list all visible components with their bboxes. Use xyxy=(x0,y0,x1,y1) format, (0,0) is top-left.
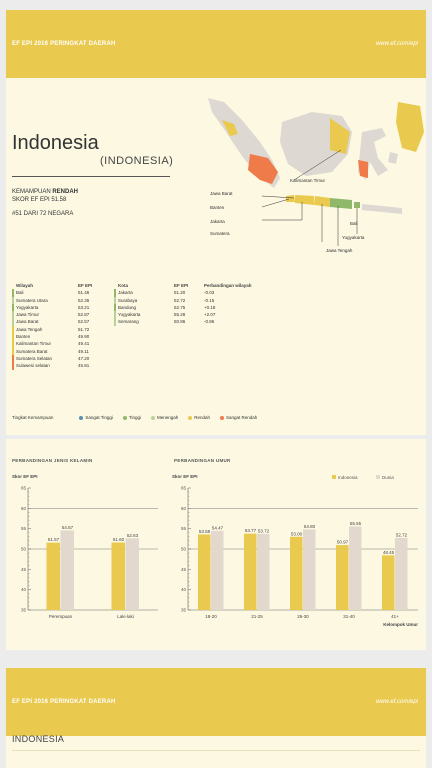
region-row xyxy=(12,318,104,325)
region-row xyxy=(12,311,104,318)
city-score-col-header: EF EPI xyxy=(174,283,189,288)
bar xyxy=(61,530,75,610)
city-name: Semarang xyxy=(118,319,139,325)
bar xyxy=(47,543,61,610)
bar-value-label: 54.47 xyxy=(211,525,224,531)
diff-col-header: Perbandingan wilayah xyxy=(204,283,252,288)
city-diff: -0.15 xyxy=(204,297,215,303)
bar xyxy=(336,545,349,610)
map-label: Bali xyxy=(350,221,358,226)
city-score: 52.72 xyxy=(174,297,186,303)
page-header-band xyxy=(6,668,426,736)
region-row xyxy=(12,362,104,369)
legend-dot-icon xyxy=(123,416,127,420)
map-jawa-tengah xyxy=(315,196,330,207)
legend-dot-icon xyxy=(188,416,192,420)
legend-label: Rendah xyxy=(194,415,211,420)
legend-item xyxy=(151,415,178,420)
region-table xyxy=(12,282,104,370)
bar-value-label: 50.97 xyxy=(336,539,349,545)
bar xyxy=(257,534,270,610)
y-tick-label: 60 xyxy=(180,505,186,511)
map-label: Yogyakarta xyxy=(342,235,365,240)
city-row xyxy=(114,289,284,296)
map-jawa-timur xyxy=(330,198,352,209)
age-bar-chart xyxy=(172,468,422,628)
legend-dot-icon xyxy=(151,416,155,420)
y-axis-label: Skor EF EPI xyxy=(172,474,198,479)
page-header-band xyxy=(6,10,426,78)
legend-label: Sangat Rendah xyxy=(226,415,258,420)
city-diff: -0.03 xyxy=(204,290,215,296)
title-divider xyxy=(12,750,420,751)
x-category-label: Perempuan xyxy=(48,614,73,619)
proficiency-color-bar xyxy=(12,311,14,318)
city-table xyxy=(114,282,284,326)
region-row xyxy=(12,348,104,355)
y-tick-label: 45 xyxy=(20,566,26,572)
country-title: Indonesia xyxy=(12,132,99,154)
proficiency-summary xyxy=(12,188,78,218)
city-name: Surabaya xyxy=(118,297,138,303)
region-name: Jawa Tengah xyxy=(16,326,43,332)
x-category-label: 26-30 xyxy=(297,614,309,619)
proficiency-color-bar xyxy=(12,318,14,325)
x-category-label: 21-25 xyxy=(251,614,263,619)
region-score: 49.11 xyxy=(78,348,89,354)
level-value: RENDAH xyxy=(52,189,79,195)
proficiency-color-bar xyxy=(12,340,14,347)
city-score: 52.75 xyxy=(174,304,186,310)
y-tick-label: 50 xyxy=(20,546,26,552)
map-jawa-barat xyxy=(295,195,315,205)
map-label: Kalimantan Timur xyxy=(290,178,326,183)
indonesia-map xyxy=(202,92,426,272)
region-score: 52.36 xyxy=(78,297,90,303)
title-divider xyxy=(12,176,170,177)
score-line: SKOR EF EPI 51.58 xyxy=(12,197,67,203)
legend-swatch xyxy=(376,475,380,479)
page2-title: INDONESIA xyxy=(12,734,65,744)
region-score: 53.21 xyxy=(78,304,90,310)
proficiency-color-bar xyxy=(114,304,116,311)
city-name: Bandung xyxy=(118,304,137,310)
y-tick-label: 35 xyxy=(20,607,26,613)
city-row xyxy=(114,311,284,318)
website-link[interactable]: www.ef.com/epi xyxy=(375,699,418,705)
map-papua xyxy=(396,102,424,152)
bar-value-label: 52.63 xyxy=(126,532,139,538)
legend-label: Indonesia xyxy=(338,475,358,480)
legend-title: Tingkat Kemampuan xyxy=(12,415,54,420)
y-tick-label: 65 xyxy=(20,485,26,491)
y-tick-label: 60 xyxy=(20,505,26,511)
legend-dot-icon xyxy=(220,416,224,420)
map-label: Jakarta xyxy=(210,219,225,224)
y-tick-label: 45 xyxy=(180,566,186,572)
gender-bar-chart xyxy=(12,468,162,628)
proficiency-color-bar xyxy=(12,326,14,333)
y-tick-label: 35 xyxy=(180,607,186,613)
bar xyxy=(244,534,257,610)
legend-item xyxy=(220,415,257,420)
bar-value-label: 53.72 xyxy=(257,528,270,534)
city-diff: +2.07 xyxy=(204,312,216,318)
city-name: Jakarta xyxy=(118,290,133,296)
legend-label: Menengah xyxy=(156,415,179,420)
proficiency-color-bar xyxy=(12,348,14,355)
city-row xyxy=(114,297,284,304)
region-score: 51.72 xyxy=(78,326,90,332)
city-score: 55.28 xyxy=(174,312,186,318)
y-tick-label: 55 xyxy=(20,526,26,532)
brand-title: EF EPI 2016 PERINGKAT DAERAH xyxy=(12,699,116,705)
legend-label: Tinggi xyxy=(128,415,141,420)
region-row xyxy=(12,326,104,333)
region-score: 51.46 xyxy=(78,290,90,296)
bar xyxy=(382,555,395,610)
y-tick-label: 50 xyxy=(180,546,186,552)
legend-label: Dunia xyxy=(382,475,394,480)
region-row xyxy=(12,297,104,304)
bar xyxy=(198,534,211,610)
region-score: 49.41 xyxy=(78,341,90,347)
bar-value-label: 54.80 xyxy=(303,523,316,529)
score-col-header: EF EPI xyxy=(78,283,93,288)
proficiency-legend xyxy=(12,415,420,420)
rank-line: #51 DARI 72 NEGARA xyxy=(12,211,74,217)
map-label: Jawa Barat xyxy=(210,191,233,196)
bar xyxy=(211,531,224,610)
region-row xyxy=(12,304,104,311)
region-name: Kalimantan Timur xyxy=(16,341,52,347)
bar xyxy=(303,529,316,610)
map-maluku xyxy=(388,152,398,164)
legend-item xyxy=(188,415,210,420)
bar xyxy=(126,538,140,610)
map-sumatera-selatan xyxy=(248,154,278,184)
x-category-label: 18-20 xyxy=(205,614,217,619)
gender-chart-title: PERBANDINGAN JENIS KELAMIN xyxy=(12,458,93,463)
legend-item xyxy=(123,415,141,420)
region-row xyxy=(12,355,104,362)
bar-value-label: 53.77 xyxy=(244,528,257,534)
city-row xyxy=(114,304,284,311)
map-sulawesi-selatan xyxy=(358,160,368,178)
proficiency-color-bar xyxy=(12,333,14,340)
region-name: Sumatera Selatan xyxy=(16,355,53,361)
bar-value-label: 53.00 xyxy=(290,531,303,537)
x-category-label: Laki-laki xyxy=(117,614,134,619)
city-col-header: Kota xyxy=(118,283,128,288)
bar xyxy=(349,526,362,610)
region-score: 47.20 xyxy=(78,355,90,361)
report-page-1 xyxy=(6,10,426,650)
proficiency-color-bar xyxy=(12,304,14,311)
brand-title: EF EPI 2016 PERINGKAT DAERAH xyxy=(12,41,116,47)
proficiency-color-bar xyxy=(114,289,116,296)
bar-value-label: 54.57 xyxy=(61,524,74,530)
region-row xyxy=(12,340,104,347)
map-label: Banten xyxy=(210,205,225,210)
region-name: Jawa Timur xyxy=(16,312,40,318)
section-separator xyxy=(6,435,426,439)
proficiency-color-bar xyxy=(114,297,116,304)
map-label: Sumatera xyxy=(210,231,230,236)
y-tick-label: 65 xyxy=(180,485,186,491)
region-name: Banten xyxy=(16,334,31,340)
bar-value-label: 48.45 xyxy=(382,549,395,555)
bar-value-label: 53.58 xyxy=(198,528,211,534)
y-tick-label: 55 xyxy=(180,526,186,532)
x-category-label: 31-40 xyxy=(343,614,355,619)
legend-item xyxy=(79,415,113,420)
map-bali xyxy=(354,202,360,208)
y-axis-label: Skor EF EPI xyxy=(12,474,38,479)
region-score: 52.87 xyxy=(78,312,90,318)
city-score: 51.20 xyxy=(174,290,186,296)
proficiency-color-bar xyxy=(12,297,14,304)
website-link[interactable]: www.ef.com/epi xyxy=(375,41,418,47)
region-score: 45.81 xyxy=(78,363,90,369)
region-name: Sulawesi selatan xyxy=(16,363,50,369)
region-name: Yogyakarta xyxy=(16,304,39,310)
city-diff: +0.18 xyxy=(204,304,216,310)
bar-value-label: 51.57 xyxy=(47,537,60,543)
region-row xyxy=(12,289,104,296)
map-label: Jawa Tengah xyxy=(326,248,353,253)
x-category-label: 41+ xyxy=(391,614,399,619)
city-score: 50.86 xyxy=(174,319,186,325)
proficiency-color-bar xyxy=(114,311,116,318)
region-row xyxy=(12,333,104,340)
proficiency-color-bar xyxy=(114,318,116,325)
bar-value-label: 51.60 xyxy=(112,536,125,542)
city-name: Yogyakarta xyxy=(118,312,141,318)
proficiency-color-bar xyxy=(12,289,14,296)
region-score: 52.57 xyxy=(78,319,90,325)
proficiency-color-bar xyxy=(12,362,14,369)
region-score: 49.90 xyxy=(78,334,90,340)
bar xyxy=(112,542,126,610)
map-banten xyxy=(286,195,295,202)
city-diff: -0.86 xyxy=(204,319,215,325)
bar xyxy=(290,537,303,610)
x-axis-label: Kelompok Umur xyxy=(383,622,418,627)
bar-value-label: 55.55 xyxy=(349,520,362,526)
region-name: Sumatera Utara xyxy=(16,297,48,303)
report-page-2 xyxy=(6,668,426,768)
proficiency-color-bar xyxy=(12,355,14,362)
y-tick-label: 40 xyxy=(180,587,186,593)
region-col-header: Wilayah xyxy=(16,283,33,288)
region-name: Jawa Barat xyxy=(16,319,39,325)
region-name: Bali xyxy=(16,290,24,296)
level-prefix: KEMAMPUAN xyxy=(12,189,51,195)
map-nusa-tenggara xyxy=(362,204,402,214)
bar xyxy=(395,538,408,610)
region-name: Sumatera Barat xyxy=(16,348,48,354)
legend-dot-icon xyxy=(79,416,83,420)
legend-swatch xyxy=(332,475,336,479)
country-native-name: (INDONESIA) xyxy=(100,155,174,167)
age-chart-title: PERBANDINGAN UMUR xyxy=(174,458,231,463)
city-row xyxy=(114,318,284,325)
legend-label: Sangat Tinggi xyxy=(85,415,113,420)
y-tick-label: 40 xyxy=(20,587,26,593)
bar-value-label: 52.72 xyxy=(395,532,408,538)
